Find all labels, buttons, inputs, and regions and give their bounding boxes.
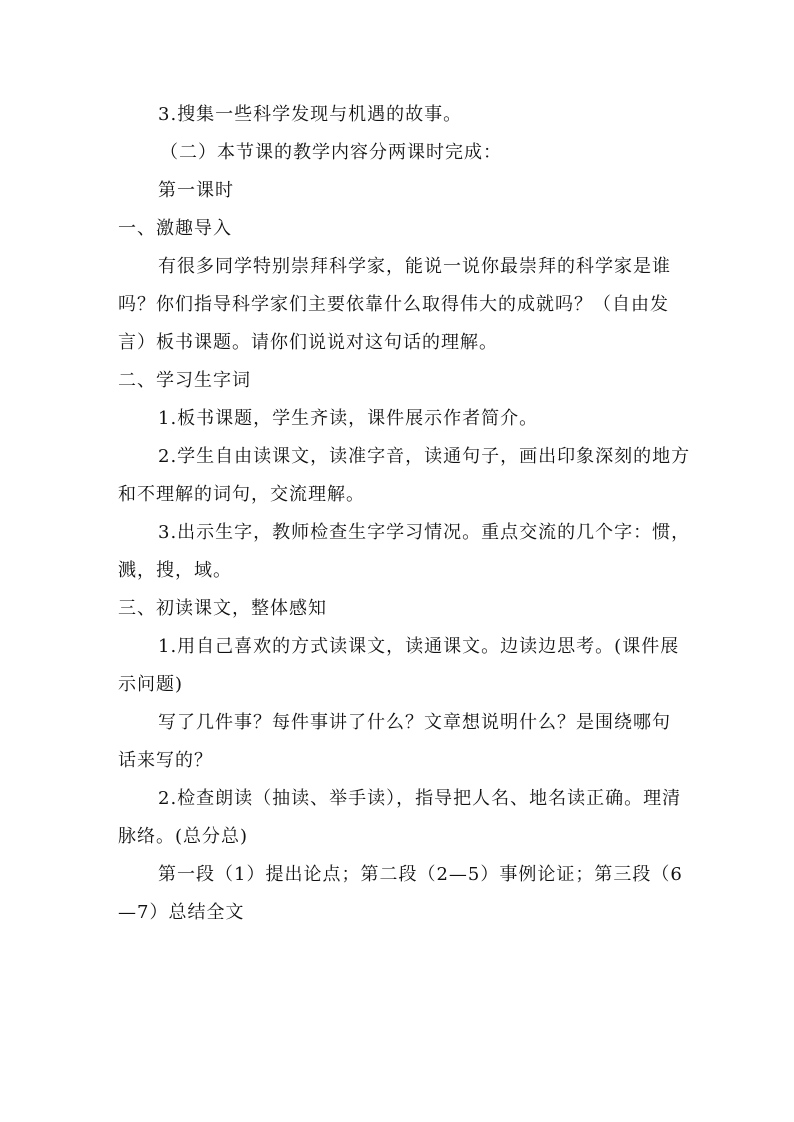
text-line: 言）板书课题。请你们说说对这句话的理解。 (118, 332, 498, 353)
text-line: 1.用自己喜欢的方式读课文，读通课文。边读边思考。(课件展 (158, 636, 680, 657)
text-line: 写了几件事？每件事讲了什么？文章想说明什么？是围绕哪句 (158, 712, 671, 733)
text-line: 1.板书课题，学生齐读，课件展示作者简介。 (158, 408, 539, 429)
text-line: 2.学生自由读课文，读准字音，读通句子，画出印象深刻的地方 (158, 446, 691, 467)
text-line: 3.搜集一些科学发现与机遇的故事。 (158, 104, 463, 125)
section-heading: 二、学习生字词 (118, 370, 251, 391)
text-line: 话来写的？ (118, 750, 213, 771)
document-body (118, 96, 691, 932)
text-line: 示问题) (118, 674, 184, 695)
text-line: —7）总结全文 (118, 902, 245, 923)
text-line: 3.出示生字，教师检查生字学习情况。重点交流的几个字：惯， (158, 522, 691, 543)
text-line: 2.检查朗读（抽读、举手读），指导把人名、地名读正确。理清 (158, 788, 682, 809)
section-heading: 一、激趣导入 (118, 218, 232, 239)
text-line: （二）本节课的教学内容分两课时完成： (160, 142, 502, 163)
text-line: 脉络。(总分总) (118, 826, 249, 847)
section-heading: 三、初读课文，整体感知 (118, 598, 327, 619)
text-line: 第一段（1）提出论点；第二段（2—5）事例论证；第三段（6 (158, 864, 683, 885)
text-line: 和不理解的词句，交流理解。 (118, 484, 365, 505)
text-line: 吗？你们指导科学家们主要依靠什么取得伟大的成就吗？（自由发 (118, 294, 669, 315)
text-line: 有很多同学特别崇拜科学家，能说一说你最崇拜的科学家是谁 (158, 256, 671, 277)
text-line: 溅，搜，域。 (118, 560, 232, 581)
lesson-heading: 第一课时 (158, 180, 234, 201)
